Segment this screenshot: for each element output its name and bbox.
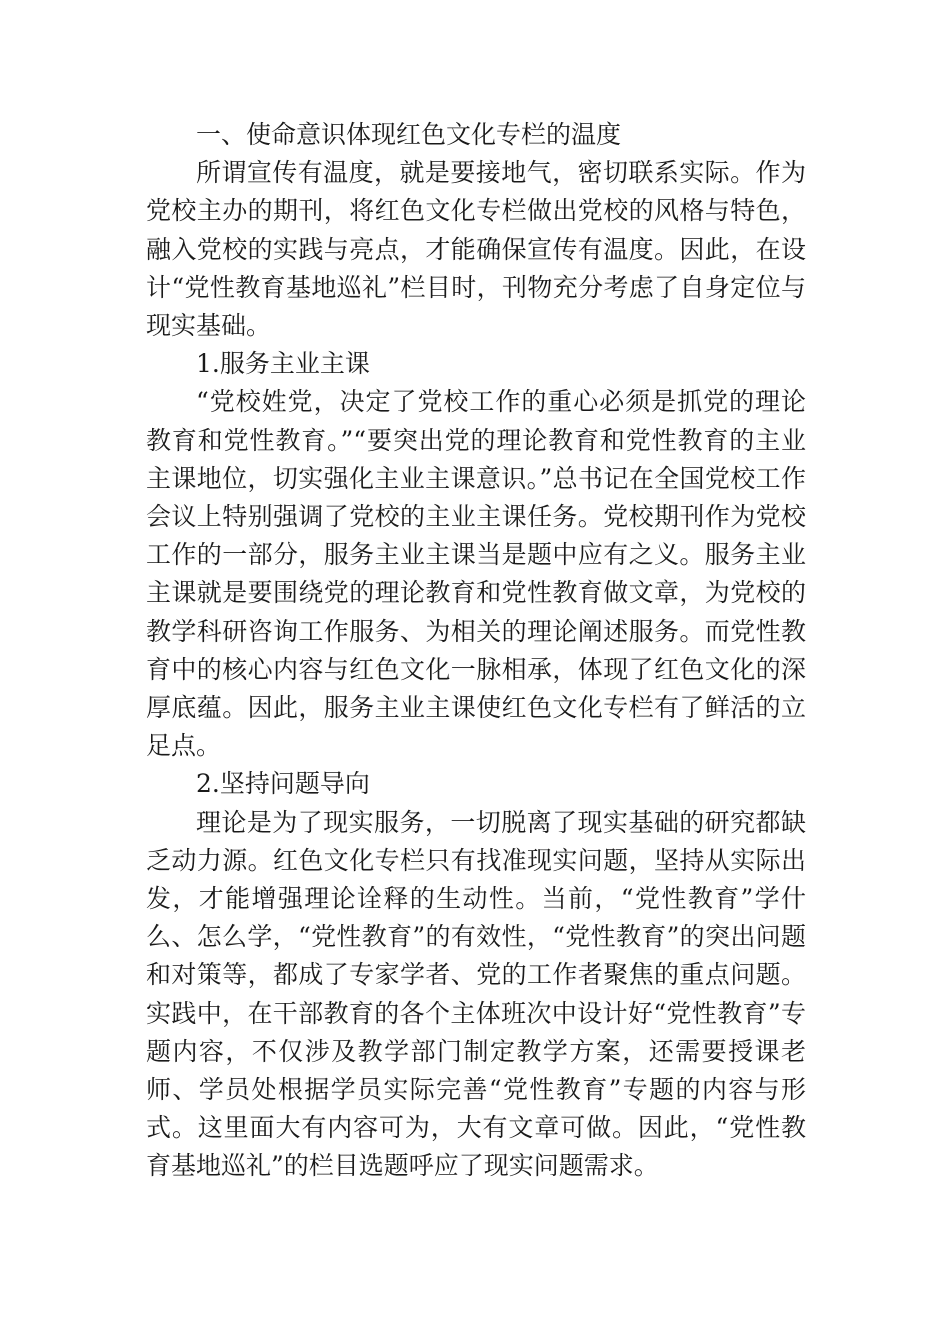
sub-heading-1: 1.服务主业主课 [196, 349, 370, 379]
sub-heading-2: 2.坚持问题导向 [196, 769, 370, 799]
paragraph-intro: 所谓宣传有温度，就是要接地气，密切联系实际。作为党校主办的期刊，将红色文化专栏做出党校的风格与特色，融入党校的实践与亮点，才能确保宣传有温度。因此，在设计“党性教育基地巡礼”栏目时，刊物充分考虑了自身定位与现实基础。 [146, 158, 806, 341]
section-heading: 一、使命意识体现红色文化专栏的温度 [196, 120, 622, 149]
document-body [146, 116, 806, 1186]
paragraph-1: “党校姓党，决定了党校工作的重心必须是抓党的理论教育和党性教育。”“要突出党的理论教育和党性教育的主业主课地位，切实强化主业主课意识。”总书记在全国党校工作会议上特别强调了党校的主业主课任务。党校期刊作为党校工作的一部分，服务主业主课当是题中应有之义。服务主业主课就是要围绕党的理论教育和党性教育做文章，为党校的教学科研咨询工作服务、为相关的理论阐述服务。而党性教育中的核心内容与红色文化一脉相承，体现了红色文化的深厚底蕴。因此，服务主业主课使红色文化专栏有了鲜活的立足点。 [146, 387, 806, 761]
paragraph-2: 理论是为了现实服务，一切脱离了现实基础的研究都缺乏动力源。红色文化专栏只有找准现实问题，坚持从实际出发，才能增强理论诠释的生动性。当前，“党性教育”学什么、怎么学，“党性教育”的有效性，“党性教育”的突出问题和对策等，都成了专家学者、党的工作者聚焦的重点问题。实践中，在干部教育的各个主体班次中设计好“党性教育”专题内容，不仅涉及教学部门制定教学方案，还需要授课老师、学员处根据学员实际完善“党性教育”专题的内容与形式。这里面大有内容可为，大有文章可做。因此，“党性教育基地巡礼”的栏目选题呼应了现实问题需求。 [146, 807, 806, 1181]
